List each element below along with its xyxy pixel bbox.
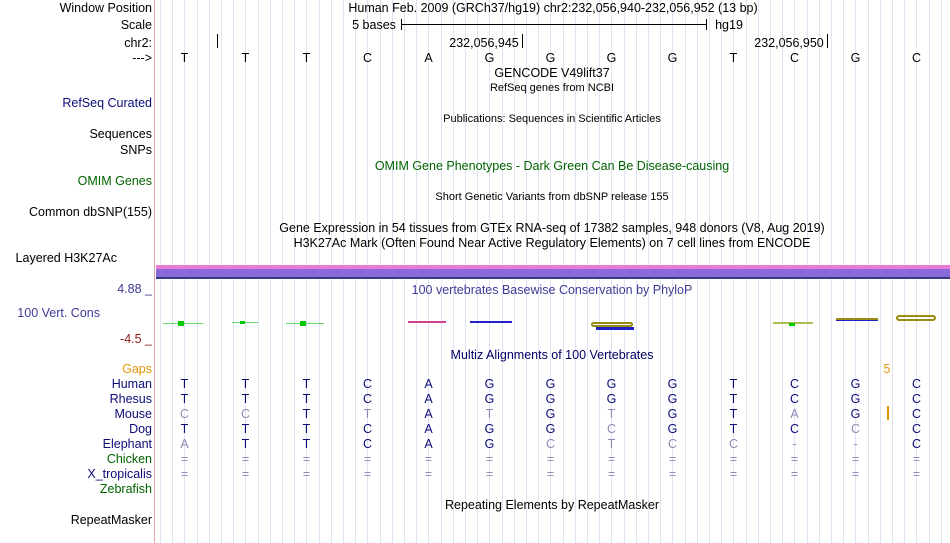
aligned-base: T <box>729 392 738 406</box>
aligned-base: T <box>607 407 616 421</box>
aligned-base: T <box>302 422 311 436</box>
h3k27ac-signal-mid <box>156 269 950 277</box>
aligned-base: = <box>363 452 372 466</box>
aligned-base: = <box>546 467 555 481</box>
aligned-base: G <box>850 377 861 391</box>
reference-base: C <box>911 51 922 65</box>
aligned-base: T <box>241 437 250 451</box>
aligned-base: T <box>241 377 250 391</box>
aligned-base: T <box>302 407 311 421</box>
aligned-base: T <box>607 437 616 451</box>
gap-count: 5 <box>883 362 891 376</box>
species-label[interactable]: Rhesus <box>109 392 152 406</box>
aligned-base: G <box>484 377 495 391</box>
species-label[interactable]: Elephant <box>102 437 152 451</box>
gaps-label[interactable]: Gaps <box>122 362 152 376</box>
aligned-base: T <box>180 422 189 436</box>
aligned-base: G <box>545 377 556 391</box>
aligned-base: = <box>851 467 860 481</box>
aligned-base: = <box>363 467 372 481</box>
cons-track-label[interactable]: 100 Vert. Cons <box>17 306 100 320</box>
gencode-track-title: GENCODE V49lift37 <box>494 66 610 80</box>
aligned-base: T <box>485 407 494 421</box>
aligned-base: G <box>484 422 495 436</box>
aligned-base: = <box>546 452 555 466</box>
aligned-base: C <box>850 422 861 436</box>
reference-base: T <box>302 51 311 65</box>
aligned-base: T <box>729 377 738 391</box>
aligned-base: = <box>729 467 738 481</box>
aligned-base: G <box>850 407 861 421</box>
aligned-base: A <box>424 392 433 406</box>
reference-base: G <box>484 51 495 65</box>
scale-assembly: hg19 <box>715 18 743 32</box>
aligned-base: C <box>728 437 739 451</box>
reference-base: G <box>667 51 678 65</box>
aligned-base: T <box>302 392 311 406</box>
aligned-base: = <box>912 467 921 481</box>
window-position-label[interactable]: Window Position <box>59 1 152 15</box>
aligned-base: = <box>607 452 616 466</box>
aligned-base: C <box>362 422 373 436</box>
aligned-base: G <box>545 407 556 421</box>
position-tick <box>217 34 218 48</box>
aligned-base: C <box>606 422 617 436</box>
aligned-base: C <box>911 392 922 406</box>
aligned-base: = <box>912 452 921 466</box>
aligned-base: T <box>729 407 738 421</box>
phylop-mark <box>470 321 512 323</box>
phylop-mark <box>408 321 446 323</box>
aligned-base: = <box>302 452 311 466</box>
scale-bar-right-cap <box>706 19 707 30</box>
reference-base: T <box>180 51 189 65</box>
aligned-base: T <box>241 392 250 406</box>
aligned-base: - <box>853 437 858 451</box>
refseq-track-label[interactable]: RefSeq Curated <box>62 96 152 110</box>
aligned-base: = <box>668 452 677 466</box>
aligned-base: = <box>668 467 677 481</box>
h3k27ac-track-title: H3K27Ac Mark (Often Found Near Active Regulatory Elements) on 7 cell lines from ENCODE <box>293 236 811 250</box>
aligned-base: = <box>790 452 799 466</box>
aligned-base: C <box>789 392 800 406</box>
aligned-base: C <box>362 392 373 406</box>
aligned-base: T <box>302 437 311 451</box>
reference-base: G <box>606 51 617 65</box>
multiz-track-title: Multiz Alignments of 100 Vertebrates <box>450 348 654 362</box>
aligned-base: - <box>792 437 797 451</box>
h3k27ac-signal-bottom <box>156 277 950 279</box>
species-label[interactable]: Zebrafish <box>99 482 152 496</box>
aligned-base: G <box>667 377 678 391</box>
aligned-base: = <box>302 467 311 481</box>
position-tick <box>522 34 523 48</box>
scale-bases: 5 bases <box>352 18 396 32</box>
reference-base: C <box>362 51 373 65</box>
cons-track-title: 100 vertebrates Basewise Conservation by PhyloP <box>411 283 693 297</box>
snps-track-label[interactable]: SNPs <box>120 143 152 157</box>
aligned-base: G <box>545 422 556 436</box>
dbsnp-track-label[interactable]: Common dbSNP(155) <box>29 205 152 219</box>
aligned-base: G <box>484 437 495 451</box>
h3k27ac-track-label[interactable]: Layered H3K27Ac <box>15 251 117 265</box>
aligned-base: = <box>485 452 494 466</box>
aligned-base: C <box>179 407 190 421</box>
position-tick <box>827 34 828 48</box>
repeatmasker-track-title: Repeating Elements by RepeatMasker <box>444 498 660 512</box>
aligned-base: G <box>606 392 617 406</box>
aligned-base: G <box>667 392 678 406</box>
aligned-base: T <box>302 377 311 391</box>
aligned-base: G <box>545 392 556 406</box>
aligned-base: C <box>240 407 251 421</box>
aligned-base: G <box>606 377 617 391</box>
aligned-base: = <box>729 452 738 466</box>
omim-track-title: OMIM Gene Phenotypes - Dark Green Can Be Disease-causing <box>374 159 730 173</box>
aligned-base: G <box>667 407 678 421</box>
reference-base: G <box>850 51 861 65</box>
aligned-base: C <box>545 437 556 451</box>
phylop-mark <box>178 321 184 326</box>
gap-insertion-mark <box>887 406 889 420</box>
gtex-track-title: Gene Expression in 54 tissues from GTEx RNA-seq of 17382 samples, 948 donors (V8, Aug 2019) <box>279 221 825 235</box>
scale-bar <box>401 24 706 25</box>
aligned-base: C <box>667 437 678 451</box>
aligned-base: = <box>241 452 250 466</box>
aligned-base: = <box>485 467 494 481</box>
aligned-base: G <box>484 392 495 406</box>
scale-bar-left-cap <box>401 19 402 30</box>
reference-base: A <box>424 51 433 65</box>
aligned-base: C <box>911 407 922 421</box>
chrom-label[interactable]: chr2: <box>124 36 152 50</box>
aligned-base: = <box>241 467 250 481</box>
aligned-base: C <box>362 377 373 391</box>
aligned-base: G <box>850 392 861 406</box>
aligned-base: C <box>789 422 800 436</box>
strand-label[interactable]: ---> <box>132 51 152 65</box>
phylop-mark <box>836 318 878 321</box>
cons-axis-min: -4.5 _ <box>120 332 152 346</box>
reference-base: G <box>545 51 556 65</box>
species-label[interactable]: X_tropicalis <box>87 467 152 481</box>
aligned-base: C <box>789 377 800 391</box>
phylop-mark <box>789 323 795 326</box>
window-position-value: Human Feb. 2009 (GRCh37/hg19) chr2:232,056,940-232,056,952 (13 bp) <box>348 1 758 15</box>
aligned-base: G <box>667 422 678 436</box>
reference-base: T <box>241 51 250 65</box>
cons-axis-max: 4.88 _ <box>117 282 152 296</box>
aligned-base: T <box>180 392 189 406</box>
aligned-base: T <box>180 377 189 391</box>
reference-base: C <box>789 51 800 65</box>
label-separator <box>154 0 155 543</box>
aligned-base: A <box>424 437 433 451</box>
species-label[interactable]: Chicken <box>106 452 152 466</box>
aligned-base: C <box>911 422 922 436</box>
aligned-base: = <box>180 467 189 481</box>
aligned-base: A <box>180 437 189 451</box>
aligned-base: A <box>790 407 799 421</box>
omim-track-label[interactable]: OMIM Genes <box>77 174 152 188</box>
aligned-base: A <box>424 377 433 391</box>
phylop-mark <box>300 321 306 326</box>
aligned-base: = <box>607 467 616 481</box>
aligned-base: = <box>424 452 433 466</box>
sequences-track-label[interactable]: Sequences <box>89 127 152 141</box>
phylop-mark <box>896 315 936 321</box>
aligned-base: C <box>362 437 373 451</box>
phylop-mark <box>240 321 245 324</box>
species-label[interactable]: Human <box>111 377 152 391</box>
aligned-base: T <box>241 422 250 436</box>
aligned-base: = <box>180 452 189 466</box>
species-label[interactable]: Mouse <box>114 407 152 421</box>
aligned-base: C <box>911 377 922 391</box>
aligned-base: C <box>911 437 922 451</box>
aligned-base: A <box>424 422 433 436</box>
reference-base: T <box>729 51 738 65</box>
aligned-base: = <box>790 467 799 481</box>
aligned-base: = <box>424 467 433 481</box>
scale-label[interactable]: Scale <box>120 18 152 32</box>
species-label[interactable]: Dog <box>129 422 152 436</box>
publications-track-title: Publications: Sequences in Scientific Articles <box>443 113 661 125</box>
phylop-mark <box>232 322 258 323</box>
phylop-mark <box>596 327 634 330</box>
position-tick-label: 232,056,945 <box>449 36 519 50</box>
aligned-base: = <box>851 452 860 466</box>
aligned-base: A <box>424 407 433 421</box>
refseq-track-title: RefSeq genes from NCBI <box>489 82 615 94</box>
repeatmasker-track-label[interactable]: RepeatMasker <box>70 513 152 527</box>
position-tick-label: 232,056,950 <box>754 36 824 50</box>
aligned-base: T <box>363 407 372 421</box>
aligned-base: T <box>729 422 738 436</box>
dbsnp-track-title: Short Genetic Variants from dbSNP release 155 <box>435 191 669 203</box>
